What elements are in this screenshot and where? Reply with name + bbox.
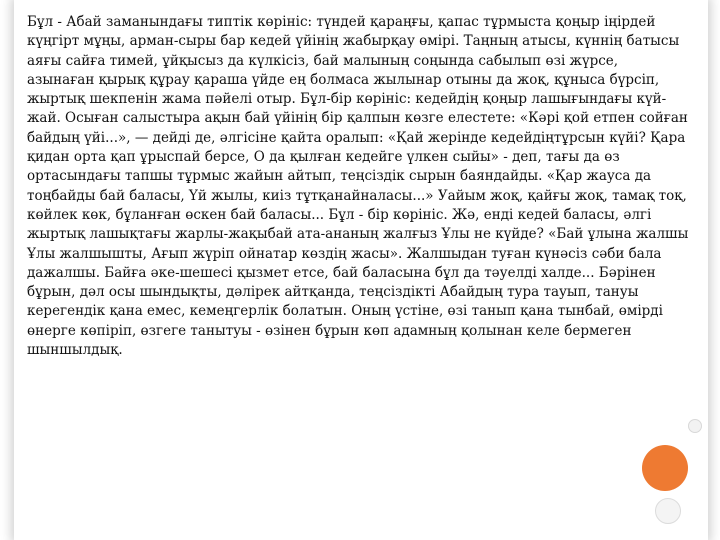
decorative-small-circle-bottom [655, 498, 681, 524]
body-paragraph: Бұл - Абай заманындағы типтік көрініс: түндей қараңғы, қапас тұрмыста қоңыр іңірдей күңгірт мұңы, арман-сыры бар кедей үйінің жабырқау өмірі. Таңның атысы, күннің батысы аяғы сайға тимей, ұйқысыз да күлкісіз, бай малының соңында сабылып өзі жүрсе, азынаған қырық құрау қараша үйде ең болмаса жылынар отыны да жоқ, құныса бүрсіп, жыртық шекпенін жама пәйелі отыр. Бұл-бір көрініс: кедейдің қоңыр лашығындағы күй-жай. Осыған салыстыра ақын бай үйінің бір қалпын көзге елестете: «Кәрі қой етпен сойған байдың үйі...», — дейді де, әлгісіне қайта оралып: «Қай жерінде кедейдіңтұрсын күйі? Қара қидан орта қап ұрыспай берсе, О да қылған кедейге үлкен сыйы» - деп, тағы да өз ортасындағы тапшы тұрмыс жайын айтып, теңсіздік сырын баяндайды. «Қар жауса да тоңбайды бай баласы, Үй жылы, киіз тұтқанайналасы...» Уайым жоқ, қайғы жоқ, тамақ тоқ, көйлек көк, бұланған өскен бай баласы... Бұл - бір көрініс. Жә, енді кедей баласы, әлгі жыртық лашықтағы жарлы-жақыбай ата-ананың жалғыз Ұлы не күйде? «Бай ұлына жалшы Ұлы жалшышты, Ағып жүріп ойнатар көздің жасы». Жалшыдан туған күнәсіз сәби бала дажалшы. Байға әке-шешесі қызмет етсе, бай баласына бұл да тәуелді халде... Бәрінен бұрын, дәл осы шындықты, дәлірек айтқанда, теңсіздікті Абайдың тура тауып, тануы керегендік қана емес, кемеңгерлік болатын. Оның үстіне, өзі танып қана тынбай, өмірді өнерге көпіріп, өзгеге танытуы - өзінен бұрын көп адамның қолынан келе бермеген шыншылдық. [27, 14, 689, 359]
decorative-orange-circle [642, 445, 688, 491]
decorative-small-circle-top [688, 419, 702, 433]
